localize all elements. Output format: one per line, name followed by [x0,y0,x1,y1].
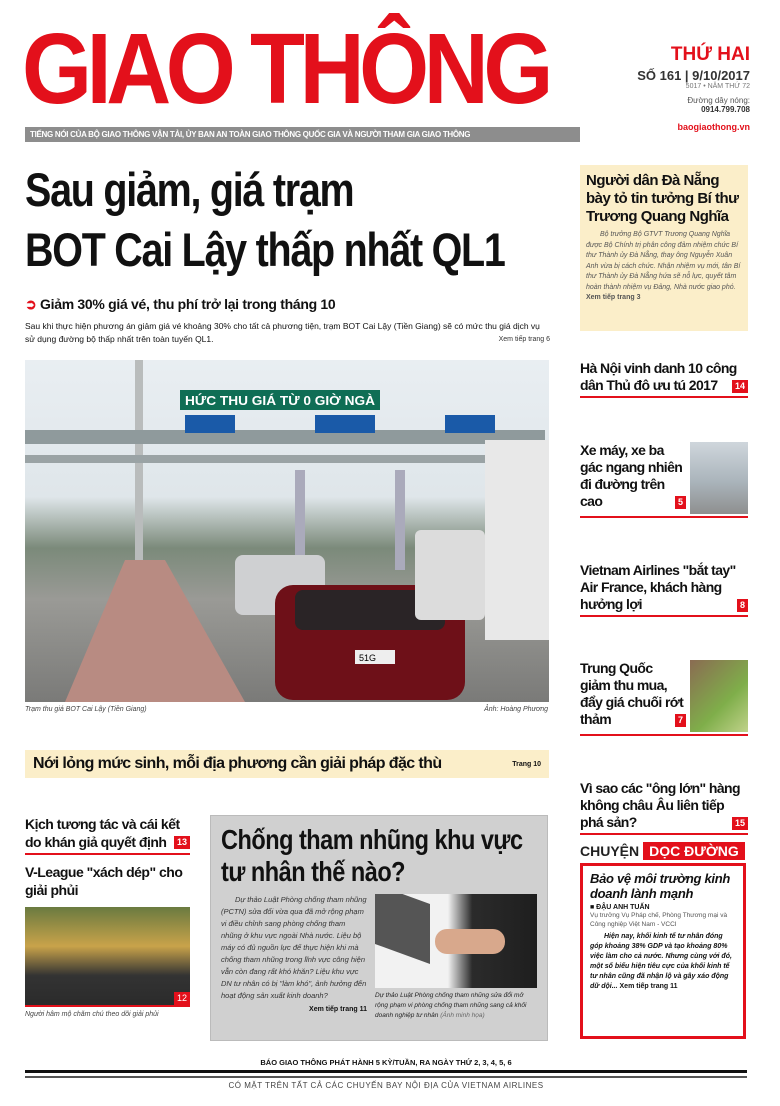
column-body [590,932,736,992]
page-badge: 5 [675,496,686,509]
lead-body-text: Sau khi thực hiện phương án giảm giá vé khoảng 30% cho tất cả phương tiện, trạm BOT Cai Lậy (Tiền Giang) sẽ có mức thu giá dịch vụ sử dụng đường bộ thấp nhất trên toàn tuyến QL1. [25,321,540,344]
story-title: Xe máy, xe ba gác ngang nhiên đi đường trên cao [580,441,683,509]
feature-box[interactable] [210,815,548,1041]
toll-sign-text: HỨC THU GIÁ TỪ 0 GIỜ NGÀ [185,393,376,408]
lead-photo [25,360,549,702]
column-header [580,843,746,863]
page-badge: 7 [675,714,686,727]
headline-line-1: Sau giảm, giá trạm [25,163,354,216]
feature-title: Chống tham nhũng khu vực tư nhân thế nào? [221,824,523,887]
story-title: Trung Quốc giảm thu mua, đẩy giá chuối rớt thảm [580,660,684,728]
arrow-icon: ➲ [25,296,41,312]
website-link[interactable]: baogiaothong.vn [677,122,750,132]
story-title: Hà Nội vinh danh 10 công dân Thủ đô ưu tú 2017 [580,360,737,393]
page-badge: 13 [174,836,190,849]
masthead-logo: GIAO THÔNG [22,13,548,125]
right-story[interactable] [580,660,748,736]
feature-body: Dự thảo Luật Phòng chống tham nhũng (PCTN) sửa đổi vừa qua đã mở rộng phạm vi điều chỉnh sang phòng chống tham nhũng ở khu vực ngoài Nhà nước. Liệu bộ máy có đủ nguồn lực để thực hiện khi mà chống tham nhũng trong lĩnh vực công hiện vẫn còn đang rất khó khăn? Liệu khu vực DN tư nhân có bị "làm khó", ảnh hưởng đến hoạt động sản xuất kinh doanh? [221,895,367,1000]
column-box [580,863,746,1039]
box-more-link[interactable]: Xem tiếp trang 3 [586,294,641,301]
issue-small: 5017 • NĂM THỨ 72 [685,83,750,90]
right-story[interactable] [580,562,748,617]
column-title: Bảo vệ môi trường kinh doanh lành mạnh [590,871,730,901]
motorbike-photo [690,442,748,514]
right-column-stories [580,360,748,835]
banana-photo [690,660,748,732]
right-story[interactable] [580,780,748,835]
masthead-tagline: TIẾNG NÓI CỦA BỘ GIAO THÔNG VẬN TẢI, ỦY BAN AN TOÀN GIAO THÔNG QUỐC GIA VÀ NGƯỜI THAM GIA GIAO THÔNG [25,127,580,142]
lead-subhead [25,296,335,313]
footer-line-2: CÓ MẶT TRÊN TẤT CẢ CÁC CHUYẾN BAY NỘI ĐỊA CỦA VIETNAM AIRLINES [228,1081,544,1090]
page-badge: 12 [174,992,190,1005]
hotline-label: Đường dây nóng: [687,96,750,105]
right-story[interactable] [580,360,748,398]
box-body-text: Bộ trưởng Bộ GTVT Trương Quang Nghĩa được Bộ Chính trị phân công đảm nhiệm chức Bí thư Thành ủy Đà Nẵng, thay ông Nguyễn Xuân Anh vừa bị cách chức. Nhận nhiệm vụ mới, tân Bí thư Thành ủy Đà Nẵng hứa sẽ nỗ lực, quyết tâm hoàn thành nhiệm vụ Đảng, Nhà nước giao phó. [586,231,741,291]
story-title: V-League "xách dép" cho giải phủi [25,864,183,898]
photo-caption: Người hâm mộ chăm chú theo dõi giải phủi [25,1011,159,1018]
lead-headline[interactable] [25,160,565,280]
subhead-text: Giảm 30% giá vé, thu phí trở lại trong tháng 10 [40,296,336,312]
story-title: Vì sao các "ông lớn" hàng không châu Âu liên tiếp phá sản? [580,780,740,830]
license-plate: 51G [359,653,377,663]
photo-credit: Ảnh: Hoàng Phương [484,706,548,713]
issue-info [590,44,750,132]
lead-body [25,320,550,346]
story-title: Kịch tương tác và cái kết do khán giả quyết định [25,816,180,850]
hotline-number: 0914.799.708 [701,105,750,114]
left-story[interactable] [25,815,190,855]
box-body [586,230,742,304]
feature-caption [375,991,537,1021]
right-story[interactable] [580,442,748,518]
football-fans-photo [25,907,190,1007]
column-author-role: Vụ trưởng Vụ Pháp chế, Phòng Thương mại và Công nghiệp Việt Nam - VCCI [590,912,728,928]
story-title: Vietnam Airlines "bắt tay" Air France, khách hàng hưởng lợi [580,561,736,612]
page-badge: 15 [732,817,748,830]
issue-day: THỨ HAI [670,44,750,65]
footer-rule [25,1076,747,1078]
feature-more-link[interactable]: Xem tiếp trang 11 [309,1006,367,1013]
column-chuyen-doc-duong[interactable] [580,843,746,1039]
left-column [25,815,190,1060]
caption-text: Dự thảo Luật Phòng chống tham nhũng sửa đổi mở rộng phạm vi phòng chống tham nhũng sang cả khối doanh nghiệp tư nhân [375,992,527,1019]
box-title: Người dân Đà Nẵng bày tỏ tin tưởng Bí thư Trương Quang Nghĩa [586,172,739,225]
issue-number: SỐ 161 | 9/10/2017 [637,68,750,83]
page-badge: 14 [732,380,748,393]
column-body-text: Hiện nay, khối kinh tế tư nhân đóng góp khoảng 38% GDP và tạo khoảng 80% việc làm cho cả nước. Nhưng cùng với đó, một số biểu hiện tiêu cực của khối kinh tế tư nhân cũng đã nhận lộ và gây xáo động dữ dội... [590,933,732,990]
footer-rule [25,1070,747,1073]
photo-caption: Trạm thu giá BOT Cai Lậy (Tiền Giang) [25,706,147,713]
bribe-handover-photo [375,894,537,988]
column-author: ■ ĐẬU ANH TUẤN [590,904,650,911]
headline-line-2: BOT Cai Lậy thấp nhất QL1 [25,223,505,276]
page-badge: 8 [737,599,748,612]
banner-title: Nới lỏng mức sinh, mỗi địa phương cần giải pháp đặc thù [33,755,442,772]
banner-page: Trang 10 [512,760,541,768]
left-story[interactable] [25,863,190,899]
column-more-link[interactable]: Xem tiếp trang 11 [619,983,678,990]
column-label-1: CHUYỆN [580,843,640,859]
caption-credit: (Ảnh minh họa) [440,1012,485,1019]
right-featured-box[interactable] [580,165,748,331]
footer-line-1: BÁO GIAO THÔNG PHÁT HÀNH 5 KỲ/TUẦN, RA NGÀY THỨ 2, 3, 4, 5, 6 [260,1058,512,1067]
column-label-2: DỌC ĐƯỜNG [643,842,745,860]
toll-plaza-image [25,360,549,702]
banner-story[interactable] [25,750,549,778]
lead-more-link[interactable]: Xem tiếp trang 6 [498,336,550,343]
